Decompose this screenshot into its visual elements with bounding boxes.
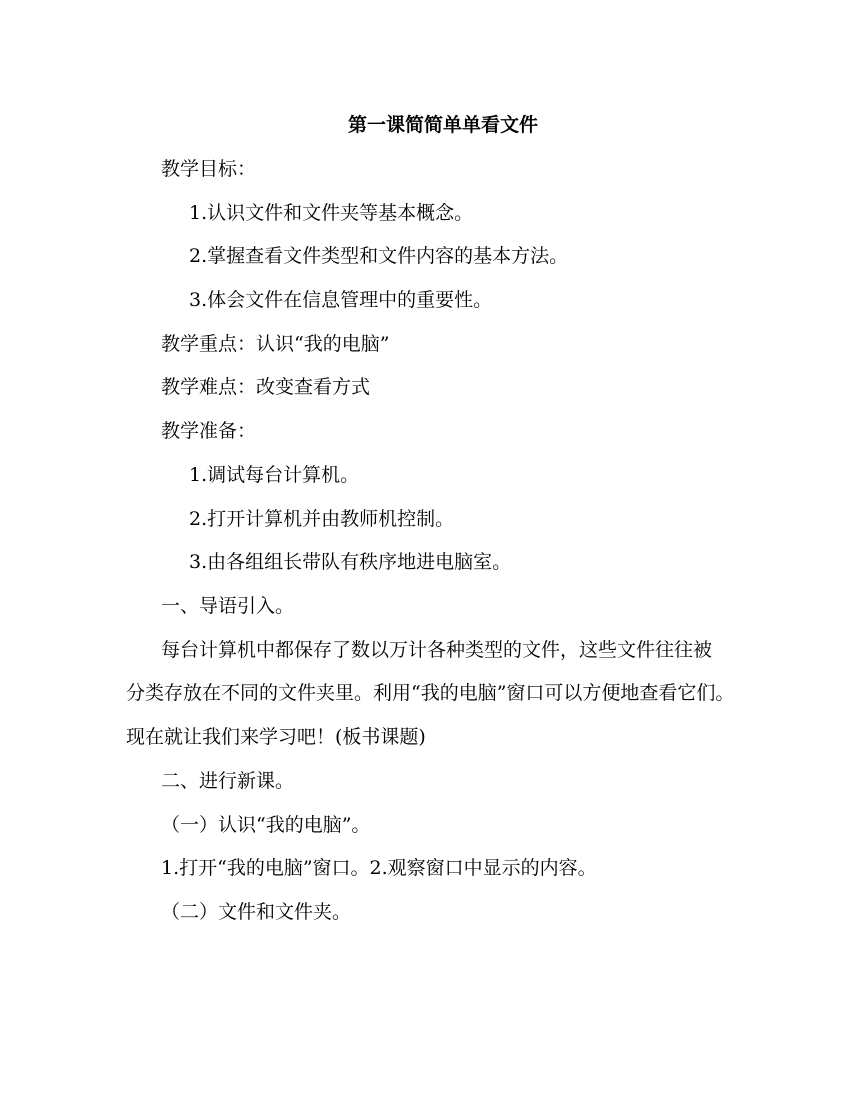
goal-item: 3.体会文件在信息管理中的重要性。 xyxy=(189,289,493,311)
subsection-heading: （一）认识“我的电脑”。 xyxy=(161,814,371,836)
section-heading: 二、进行新课。 xyxy=(161,770,295,792)
subsection-heading: （二）文件和文件夹。 xyxy=(161,901,352,923)
steps-line: 1.打开“我的电脑”窗口。2.观察窗口中显示的内容。 xyxy=(161,857,597,879)
intro-paragraph-line: 分类存放在不同的文件夹里。利用“我的电脑”窗口可以方便地查看它们。 xyxy=(126,682,735,704)
prep-item: 1.调试每台计算机。 xyxy=(189,464,360,486)
prep-item: 3.由各组组长带队有秩序地进电脑室。 xyxy=(189,551,512,573)
key-point: 教学重点：认识“我的电脑” xyxy=(161,333,390,355)
goal-item: 2.掌握查看文件类型和文件内容的基本方法。 xyxy=(189,245,569,267)
section-heading: 一、导语引入。 xyxy=(161,595,295,617)
intro-paragraph-line: 每台计算机中都保存了数以万计各种类型的文件，这些文件往往被 xyxy=(161,639,713,661)
prep-heading: 教学准备： xyxy=(161,420,257,442)
document-title: 第一课简简单单看文件 xyxy=(348,114,539,136)
difficulty: 教学难点：改变查看方式 xyxy=(161,376,371,398)
prep-item: 2.打开计算机并由教师机控制。 xyxy=(189,508,455,530)
intro-paragraph-line: 现在就让我们来学习吧！(板书课题) xyxy=(126,726,426,748)
goals-heading: 教学目标： xyxy=(161,158,257,180)
goal-item: 1.认识文件和文件夹等基本概念。 xyxy=(189,202,474,224)
